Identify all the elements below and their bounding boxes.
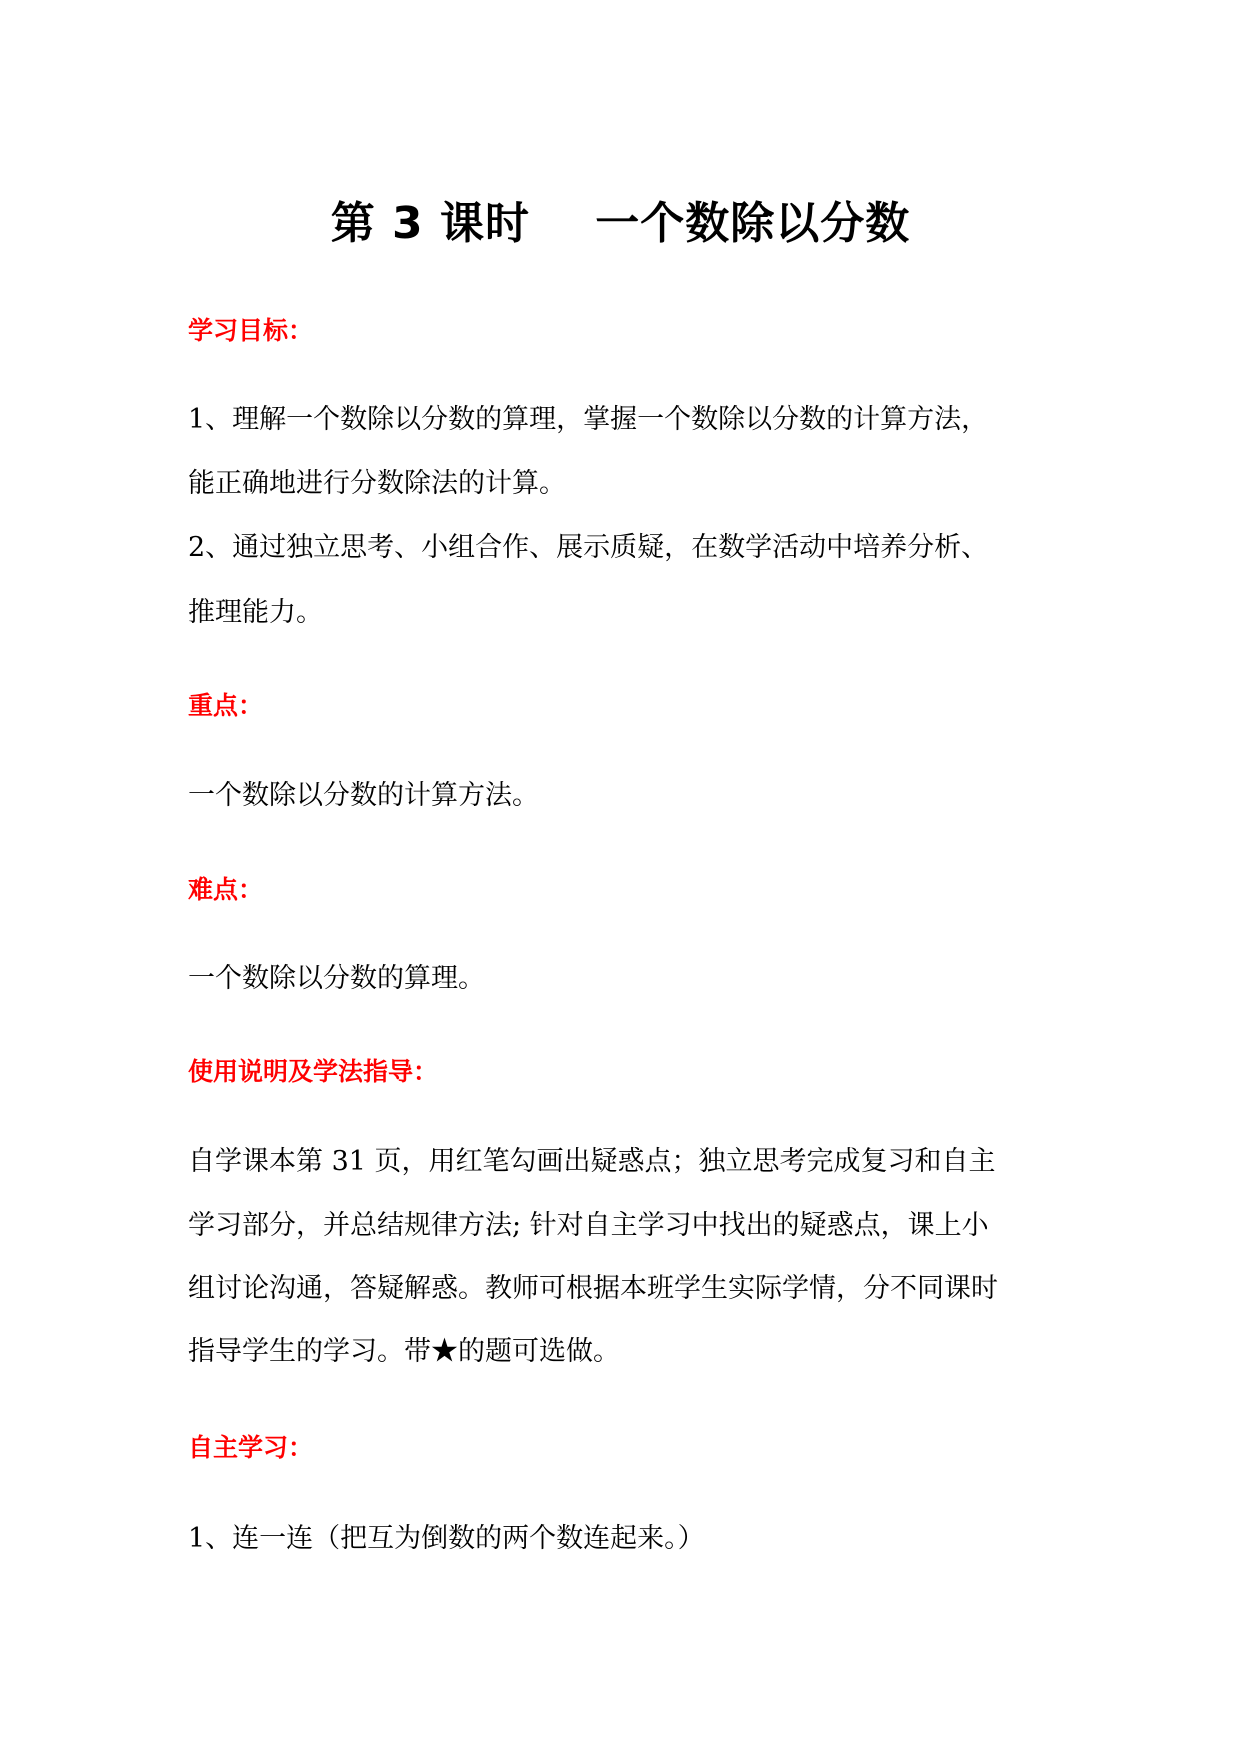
text-line: 推理能力。: [188, 597, 323, 628]
text-line: 一个数除以分数的算理。: [188, 963, 485, 994]
text-line: 自学课本第 31 页，用红笔勾画出疑惑点；独立思考完成复习和自主: [188, 1146, 996, 1177]
instructions-text: [188, 1141, 1058, 1373]
page-title: 第 3 课时 一个数除以分数: [330, 198, 911, 249]
text-line: 能正确地进行分数除法的计算。: [188, 468, 566, 499]
learning-goals-text: [188, 399, 1058, 634]
self-study-text: [188, 1518, 1058, 1560]
section-heading-learning-goals: 学习目标：: [188, 316, 314, 345]
section-heading-self-study: 自主学习：: [188, 1433, 314, 1462]
text-line: 指导学生的学习。带★的题可选做。: [188, 1336, 620, 1367]
text-line: 1、连一连（把互为倒数的两个数连起来。）: [188, 1523, 705, 1554]
text-line: 一个数除以分数的计算方法。: [188, 780, 539, 811]
text-line: 组讨论沟通，答疑解惑。教师可根据本班学生实际学情，分不同课时: [188, 1273, 998, 1304]
section-heading-key-point: 重点：: [188, 691, 264, 720]
key-point-text: [188, 775, 1058, 817]
text-line: 1、理解一个数除以分数的算理，掌握一个数除以分数的计算方法，: [188, 404, 989, 435]
section-heading-difficulty: 难点：: [188, 875, 264, 904]
text-line: 学习部分，并总结规律方法; 针对自主学习中找出的疑惑点，课上小: [188, 1210, 989, 1241]
section-heading-instructions: 使用说明及学法指导：: [188, 1057, 439, 1086]
difficulty-text: [188, 958, 1058, 1000]
text-line: 2、通过独立思考、小组合作、展示质疑，在数学活动中培养分析、: [188, 532, 989, 563]
